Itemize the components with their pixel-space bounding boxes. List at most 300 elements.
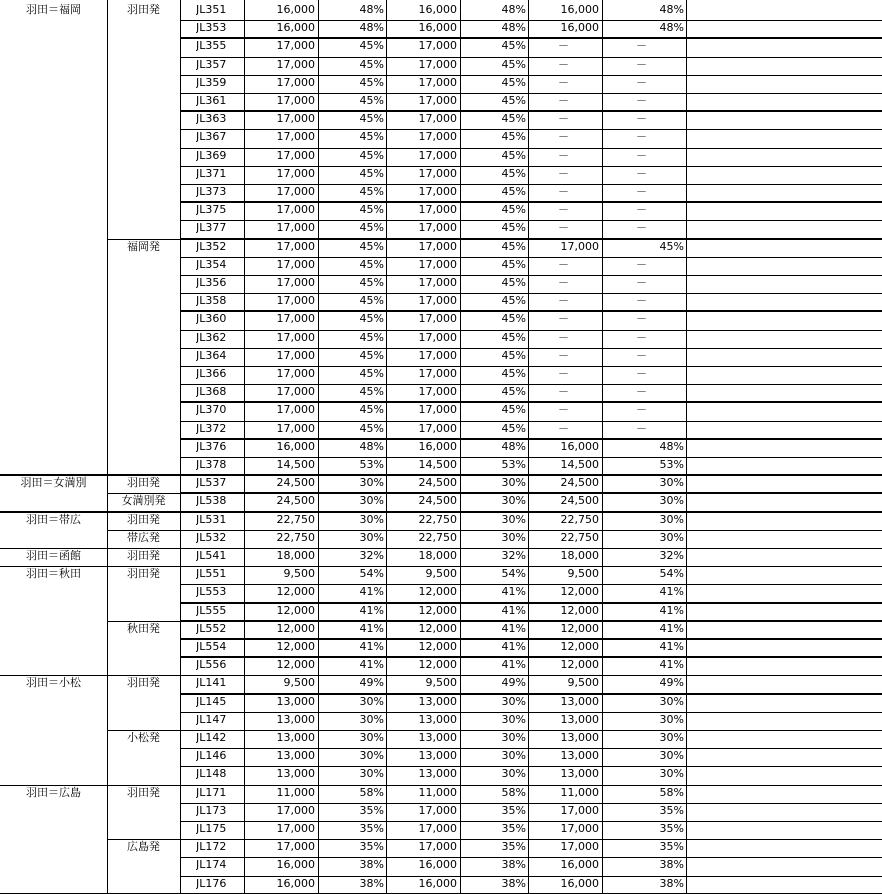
discount-rate: 45% — [501, 57, 526, 71]
discount-rate: 32% — [359, 549, 384, 562]
discount-rate: 45% — [501, 385, 526, 399]
discount-rate: － — [636, 130, 647, 144]
flight-number: JL555 — [196, 603, 227, 617]
discount-rate: － — [636, 276, 647, 289]
fare-amount: 17,000 — [276, 840, 315, 854]
fare-amount: 17,000 — [560, 840, 599, 854]
discount-rate: 45% — [359, 276, 384, 289]
fare-amount: － — [558, 94, 569, 107]
flight-number: JL366 — [196, 367, 227, 380]
discount-rate: 45% — [359, 39, 384, 53]
direction-label: 羽田発 — [127, 567, 160, 581]
fare-amount: － — [558, 112, 569, 126]
flight-number: JL175 — [196, 822, 227, 835]
fare-amount: － — [558, 348, 569, 362]
discount-rate: － — [636, 112, 647, 126]
discount-rate: － — [636, 330, 647, 344]
fare-amount: 17,000 — [276, 822, 315, 835]
discount-rate: 45% — [501, 166, 526, 180]
discount-rate: 45% — [501, 39, 526, 53]
fare-amount: 17,000 — [276, 203, 315, 217]
discount-rate: 30% — [659, 694, 684, 708]
flight-number: JL551 — [196, 567, 227, 581]
fare-amount: 17,000 — [418, 57, 457, 71]
discount-rate: 38% — [501, 858, 526, 872]
discount-rate: 32% — [659, 549, 684, 562]
discount-rate: － — [636, 403, 647, 417]
discount-rate: 45% — [359, 130, 384, 144]
discount-rate: 45% — [501, 257, 526, 271]
discount-rate: 41% — [659, 658, 684, 672]
flight-number: JL375 — [196, 203, 227, 217]
discount-rate: 45% — [359, 330, 384, 344]
fare-amount: － — [558, 385, 569, 399]
fare-amount: 9,500 — [567, 676, 599, 690]
fare-amount: 17,000 — [276, 148, 315, 162]
fare-amount: 17,000 — [418, 367, 457, 380]
fare-amount: － — [558, 148, 569, 162]
discount-rate: 30% — [359, 530, 384, 544]
discount-rate: 41% — [359, 658, 384, 672]
grid-line — [107, 0, 108, 894]
discount-rate: － — [636, 221, 647, 235]
discount-rate: 30% — [359, 512, 384, 526]
discount-rate: 30% — [659, 712, 684, 726]
fare-amount: 11,000 — [276, 785, 315, 799]
discount-rate: 45% — [359, 421, 384, 435]
flight-number: JL553 — [196, 585, 227, 599]
fare-amount: 17,000 — [276, 294, 315, 308]
discount-rate: 45% — [501, 276, 526, 289]
fare-amount: 17,000 — [418, 221, 457, 235]
discount-rate: 38% — [359, 858, 384, 872]
discount-rate: 48% — [359, 21, 384, 35]
grid-line — [0, 548, 180, 549]
fare-amount: 17,000 — [276, 39, 315, 53]
fare-amount: 9,500 — [283, 567, 315, 581]
fare-amount: － — [558, 294, 569, 308]
discount-rate: 45% — [501, 421, 526, 435]
fare-amount: 24,500 — [560, 494, 599, 508]
grid-line — [107, 839, 180, 840]
discount-rate: 30% — [659, 476, 684, 490]
flight-number: JL541 — [196, 549, 227, 562]
discount-rate: 30% — [359, 767, 384, 781]
discount-rate: 38% — [659, 876, 684, 890]
fare-amount: 17,000 — [418, 385, 457, 399]
discount-rate: 35% — [659, 822, 684, 835]
flight-number: JL378 — [196, 458, 227, 471]
discount-rate: 30% — [359, 731, 384, 744]
discount-rate: 45% — [359, 294, 384, 308]
fare-amount: － — [558, 257, 569, 271]
discount-rate: 45% — [359, 166, 384, 180]
direction-label: 羽田発 — [127, 3, 160, 16]
fare-amount: 17,000 — [276, 276, 315, 289]
fare-amount: 18,000 — [276, 549, 315, 562]
fare-amount: 17,000 — [276, 367, 315, 380]
fare-amount: 16,000 — [560, 439, 599, 453]
discount-rate: 30% — [659, 512, 684, 526]
flight-number: JL368 — [196, 385, 227, 399]
discount-rate: 41% — [501, 640, 526, 653]
flight-number: JL376 — [196, 439, 227, 453]
discount-rate: 48% — [659, 439, 684, 453]
fare-amount: 24,500 — [418, 476, 457, 490]
flight-number: JL556 — [196, 658, 227, 672]
discount-rate: 45% — [501, 203, 526, 217]
discount-rate: 30% — [501, 767, 526, 781]
grid-line — [460, 0, 461, 894]
discount-rate: 45% — [501, 148, 526, 162]
fare-amount: 17,000 — [418, 330, 457, 344]
grid-line — [0, 675, 180, 676]
flight-number: JL355 — [196, 39, 227, 53]
discount-rate: 30% — [659, 530, 684, 544]
route-label: 羽田＝小松 — [26, 676, 81, 690]
flight-number: JL351 — [196, 3, 227, 16]
discount-rate: 45% — [359, 94, 384, 107]
fare-amount: 16,000 — [560, 858, 599, 872]
fare-amount: 16,000 — [560, 876, 599, 890]
discount-rate: 45% — [501, 94, 526, 107]
discount-rate: 45% — [501, 312, 526, 326]
discount-rate: 45% — [359, 367, 384, 380]
direction-label: 羽田発 — [127, 476, 160, 490]
fare-amount: 14,500 — [276, 458, 315, 471]
discount-rate: 41% — [501, 658, 526, 672]
direction-label: 秋田発 — [127, 621, 160, 635]
route-label: 羽田＝帯広 — [26, 512, 81, 526]
fare-amount: 24,500 — [560, 476, 599, 490]
route-label: 羽田＝函館 — [26, 549, 81, 562]
grid-line — [107, 493, 180, 494]
fare-amount: 17,000 — [418, 239, 457, 253]
discount-rate: 45% — [501, 75, 526, 89]
fare-amount: 13,000 — [418, 767, 457, 781]
flight-number: JL147 — [196, 712, 227, 726]
discount-rate: 30% — [359, 476, 384, 490]
fare-amount: 16,000 — [418, 3, 457, 16]
fare-amount: 17,000 — [418, 148, 457, 162]
fare-amount: 17,000 — [418, 185, 457, 198]
discount-rate: 45% — [359, 403, 384, 417]
flight-number: JL171 — [196, 785, 227, 799]
fare-amount: － — [558, 421, 569, 435]
fare-amount: 14,500 — [418, 458, 457, 471]
fare-amount: 13,000 — [276, 731, 315, 744]
discount-rate: 45% — [501, 294, 526, 308]
direction-label: 羽田発 — [127, 549, 160, 562]
fare-amount: 12,000 — [560, 585, 599, 599]
fare-amount: 17,000 — [418, 803, 457, 817]
flight-number: JL146 — [196, 749, 227, 763]
discount-rate: 45% — [501, 130, 526, 144]
grid-line — [180, 0, 181, 894]
discount-rate: 54% — [359, 567, 384, 581]
fare-amount: 16,000 — [276, 439, 315, 453]
fare-amount: 17,000 — [276, 94, 315, 107]
discount-rate: 45% — [359, 348, 384, 362]
fare-amount: 13,000 — [560, 749, 599, 763]
fare-amount: 12,000 — [418, 603, 457, 617]
discount-rate: － — [636, 294, 647, 308]
fare-amount: 17,000 — [276, 130, 315, 144]
grid-line — [686, 0, 687, 894]
fare-amount: 17,000 — [418, 257, 457, 271]
fare-amount: 9,500 — [425, 676, 457, 690]
fare-amount: 17,000 — [276, 239, 315, 253]
fare-amount: 13,000 — [418, 694, 457, 708]
fare-amount: 17,000 — [276, 166, 315, 180]
fare-amount: － — [558, 39, 569, 53]
discount-rate: 30% — [501, 694, 526, 708]
grid-line — [528, 0, 529, 894]
fare-amount: 12,000 — [418, 658, 457, 672]
fare-amount: 17,000 — [418, 421, 457, 435]
fare-amount: 17,000 — [418, 112, 457, 126]
flight-number: JL176 — [196, 876, 227, 890]
direction-label: 小松発 — [127, 731, 160, 744]
discount-rate: 30% — [501, 530, 526, 544]
fare-amount: 22,750 — [276, 530, 315, 544]
fare-amount: 17,000 — [276, 403, 315, 417]
fare-amount: 16,000 — [418, 876, 457, 890]
discount-rate: 30% — [501, 512, 526, 526]
fare-amount: 12,000 — [418, 621, 457, 635]
fare-amount: 17,000 — [276, 348, 315, 362]
flight-number: JL373 — [196, 185, 227, 198]
discount-rate: 48% — [501, 21, 526, 35]
discount-rate: 41% — [659, 621, 684, 635]
fare-amount: 17,000 — [418, 294, 457, 308]
discount-rate: 48% — [359, 439, 384, 453]
grid-line — [0, 785, 180, 786]
discount-rate: 45% — [659, 239, 684, 253]
fare-amount: 16,000 — [276, 858, 315, 872]
fare-amount: 13,000 — [418, 731, 457, 744]
flight-number: JL362 — [196, 330, 227, 344]
direction-label: 帯広発 — [127, 530, 160, 544]
discount-rate: 45% — [359, 75, 384, 89]
discount-rate: 38% — [659, 858, 684, 872]
discount-rate: － — [636, 166, 647, 180]
fare-amount: 17,000 — [276, 421, 315, 435]
fare-amount: － — [558, 203, 569, 217]
fare-amount: 13,000 — [560, 731, 599, 744]
discount-rate: 41% — [659, 603, 684, 617]
discount-rate: 30% — [659, 749, 684, 763]
discount-rate: 35% — [659, 803, 684, 817]
flight-number: JL363 — [196, 112, 227, 126]
grid-line — [107, 239, 180, 240]
discount-rate: 45% — [359, 221, 384, 235]
fare-amount: － — [558, 185, 569, 198]
fare-amount: 17,000 — [276, 312, 315, 326]
direction-label: 羽田発 — [127, 785, 160, 799]
fare-amount: 17,000 — [276, 221, 315, 235]
flight-number: JL174 — [196, 858, 227, 872]
fare-amount: 16,000 — [276, 876, 315, 890]
discount-rate: 53% — [359, 458, 384, 471]
discount-rate: 30% — [501, 749, 526, 763]
flight-number: JL173 — [196, 803, 227, 817]
flight-number: JL352 — [196, 239, 227, 253]
discount-rate: － — [636, 257, 647, 271]
fare-amount: 13,000 — [560, 694, 599, 708]
discount-rate: 41% — [501, 603, 526, 617]
direction-label: 羽田発 — [127, 676, 160, 690]
fare-amount: － — [558, 75, 569, 89]
discount-rate: 49% — [501, 676, 526, 690]
discount-rate: － — [636, 75, 647, 89]
grid-line — [318, 0, 319, 894]
fare-amount: 22,750 — [276, 512, 315, 526]
discount-rate: 41% — [359, 585, 384, 599]
fare-amount: 17,000 — [276, 803, 315, 817]
discount-rate: 54% — [501, 567, 526, 581]
fare-amount: 16,000 — [276, 21, 315, 35]
fare-amount: 9,500 — [425, 567, 457, 581]
fare-amount: 17,000 — [560, 239, 599, 253]
discount-rate: 49% — [359, 676, 384, 690]
discount-rate: 30% — [501, 712, 526, 726]
discount-rate: 53% — [501, 458, 526, 471]
discount-rate: 58% — [501, 785, 526, 799]
flight-number: JL370 — [196, 403, 227, 417]
grid-line — [107, 621, 180, 622]
fare-amount: － — [558, 57, 569, 71]
flight-number: JL141 — [196, 676, 227, 690]
discount-rate: 45% — [501, 367, 526, 380]
discount-rate: 41% — [501, 621, 526, 635]
fare-amount: 17,000 — [418, 39, 457, 53]
discount-rate: 45% — [501, 185, 526, 198]
grid-line — [107, 530, 180, 531]
fare-amount: － — [558, 130, 569, 144]
fare-amount: 12,000 — [276, 658, 315, 672]
fare-amount: 12,000 — [276, 640, 315, 653]
discount-rate: 30% — [659, 494, 684, 508]
discount-rate: 35% — [501, 822, 526, 835]
flight-number: JL531 — [196, 512, 227, 526]
flight-number: JL371 — [196, 166, 227, 180]
discount-rate: 32% — [501, 549, 526, 562]
fare-amount: － — [558, 221, 569, 235]
fare-amount: 17,000 — [276, 257, 315, 271]
route-label: 羽田＝福岡 — [26, 3, 81, 16]
discount-rate: － — [636, 185, 647, 198]
flight-number: JL142 — [196, 731, 227, 744]
fare-amount: 17,000 — [418, 75, 457, 89]
discount-rate: 41% — [359, 603, 384, 617]
discount-rate: 45% — [359, 57, 384, 71]
flight-number: JL145 — [196, 694, 227, 708]
fare-amount: 22,750 — [418, 530, 457, 544]
fare-amount: 22,750 — [560, 512, 599, 526]
fare-amount: 17,000 — [276, 330, 315, 344]
fare-amount: 13,000 — [276, 694, 315, 708]
flight-number: JL537 — [196, 476, 227, 490]
discount-rate: 49% — [659, 676, 684, 690]
discount-rate: 30% — [659, 767, 684, 781]
discount-rate: 45% — [359, 312, 384, 326]
discount-rate: 41% — [359, 621, 384, 635]
discount-rate: 48% — [501, 3, 526, 16]
fare-amount: 14,500 — [560, 458, 599, 471]
discount-rate: 45% — [359, 239, 384, 253]
discount-rate: 48% — [659, 21, 684, 35]
discount-rate: 30% — [359, 712, 384, 726]
fare-amount: 16,000 — [560, 3, 599, 16]
direction-label: 福岡発 — [127, 239, 160, 253]
fare-amount: 17,000 — [560, 803, 599, 817]
flight-number: JL372 — [196, 421, 227, 435]
discount-rate: 58% — [359, 785, 384, 799]
discount-rate: － — [636, 57, 647, 71]
route-label: 羽田＝広島 — [26, 785, 81, 799]
fare-amount: 16,000 — [418, 21, 457, 35]
fare-amount: 17,000 — [276, 75, 315, 89]
fare-amount: 24,500 — [276, 494, 315, 508]
flight-number: JL364 — [196, 348, 227, 362]
discount-rate: － — [636, 203, 647, 217]
fare-amount: － — [558, 367, 569, 380]
fare-amount: 11,000 — [418, 785, 457, 799]
fare-amount: 11,000 — [560, 785, 599, 799]
fare-amount: 24,500 — [276, 476, 315, 490]
discount-rate: 41% — [359, 640, 384, 653]
flight-number: JL361 — [196, 94, 227, 107]
fare-amount: 12,000 — [276, 603, 315, 617]
fare-amount: － — [558, 166, 569, 180]
fare-amount: 24,500 — [418, 494, 457, 508]
flight-number: JL538 — [196, 494, 227, 508]
fare-amount: － — [558, 403, 569, 417]
flight-number: JL360 — [196, 312, 227, 326]
discount-rate: 41% — [659, 640, 684, 653]
fare-amount: 16,000 — [418, 439, 457, 453]
discount-rate: 45% — [359, 112, 384, 126]
discount-rate: 45% — [501, 221, 526, 235]
discount-rate: 48% — [359, 3, 384, 16]
fare-amount: 17,000 — [418, 348, 457, 362]
fare-amount: 22,750 — [560, 530, 599, 544]
discount-rate: － — [636, 94, 647, 107]
discount-rate: 35% — [359, 840, 384, 854]
discount-rate: 35% — [501, 840, 526, 854]
discount-rate: 45% — [359, 203, 384, 217]
fare-amount: 12,000 — [560, 640, 599, 653]
fare-amount: 13,000 — [560, 767, 599, 781]
discount-rate: 45% — [359, 185, 384, 198]
fare-amount: 13,000 — [560, 712, 599, 726]
discount-rate: 30% — [501, 494, 526, 508]
flight-number: JL354 — [196, 257, 227, 271]
flight-number: JL359 — [196, 75, 227, 89]
discount-rate: 45% — [501, 112, 526, 126]
discount-rate: 45% — [359, 148, 384, 162]
flight-number: JL377 — [196, 221, 227, 235]
fare-amount: 17,000 — [418, 94, 457, 107]
discount-rate: － — [636, 312, 647, 326]
discount-rate: 54% — [659, 567, 684, 581]
flight-number: JL554 — [196, 640, 227, 653]
discount-rate: 30% — [359, 694, 384, 708]
discount-rate: － — [636, 39, 647, 53]
fare-amount: 17,000 — [276, 385, 315, 399]
fare-amount: 16,000 — [276, 3, 315, 16]
